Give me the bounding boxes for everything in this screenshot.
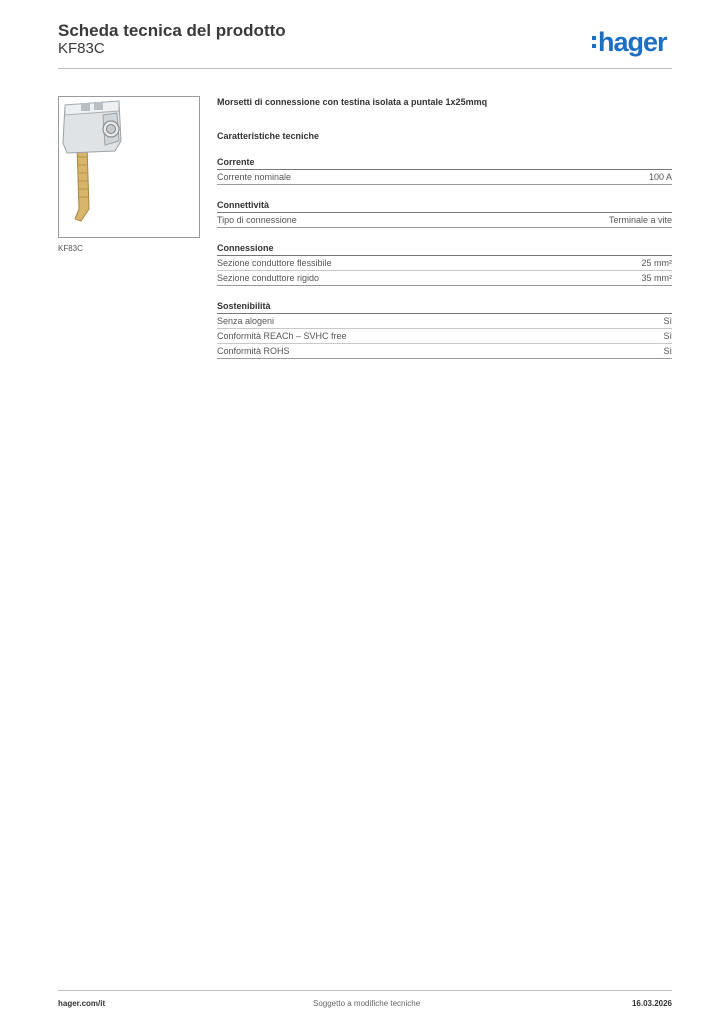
spec-row [217, 344, 672, 359]
spec-label: Conformità REACh – SVHC free [217, 331, 347, 341]
footer-note: Soggetto a modifiche tecniche [313, 999, 421, 1008]
product-image [58, 96, 200, 238]
spec-label: Conformità ROHS [217, 346, 290, 356]
spec-group-corrente [217, 156, 672, 185]
spec-row [217, 213, 672, 228]
spec-label: Sezione conduttore flessibile [217, 258, 332, 268]
spec-row [217, 271, 672, 286]
spec-group-connessione [217, 242, 672, 286]
footer-divider [58, 990, 672, 991]
spec-value: Terminale a vite [608, 215, 672, 225]
spec-row [217, 329, 672, 344]
product-description: Morsetti di connessione con testina isolata a puntale 1x25mmq [217, 97, 488, 107]
hager-logo [592, 27, 667, 57]
logo-dots-icon [592, 34, 596, 50]
footer-date: 16.03.2026 [631, 999, 672, 1008]
spec-row [217, 314, 672, 329]
spec-row [217, 170, 672, 185]
group-title: Connettività [217, 199, 672, 213]
product-code: KF83C [58, 40, 105, 57]
spec-value: Sì [663, 316, 672, 326]
spec-label: Tipo di connessione [217, 215, 297, 225]
header-divider [58, 68, 672, 69]
spec-value: Sì [663, 346, 672, 356]
image-caption: KF83C [58, 244, 83, 253]
logo-text: hager [598, 27, 667, 57]
spec-value: 35 mm² [641, 273, 672, 283]
group-title: Sostenibilità [217, 300, 672, 314]
footer-website: hager.com/it [58, 999, 106, 1008]
spec-group-connettivita [217, 199, 672, 228]
spec-content [217, 96, 672, 359]
terminal-connector-icon [59, 97, 199, 237]
spec-label: Corrente nominale [217, 172, 292, 182]
spec-value: Sì [663, 331, 672, 341]
group-title: Connessione [217, 242, 672, 256]
group-title: Corrente [217, 156, 672, 170]
spec-group-sostenibilita [217, 300, 672, 359]
spec-value: 25 mm² [641, 258, 672, 268]
spec-row [217, 256, 672, 271]
spec-value: 100 A [648, 172, 672, 182]
spec-label: Senza alogeni [217, 316, 275, 326]
specs-heading: Caratteristiche tecniche [217, 131, 320, 141]
spec-label: Sezione conduttore rigido [217, 273, 320, 283]
page-title: Scheda tecnica del prodotto [58, 21, 286, 40]
